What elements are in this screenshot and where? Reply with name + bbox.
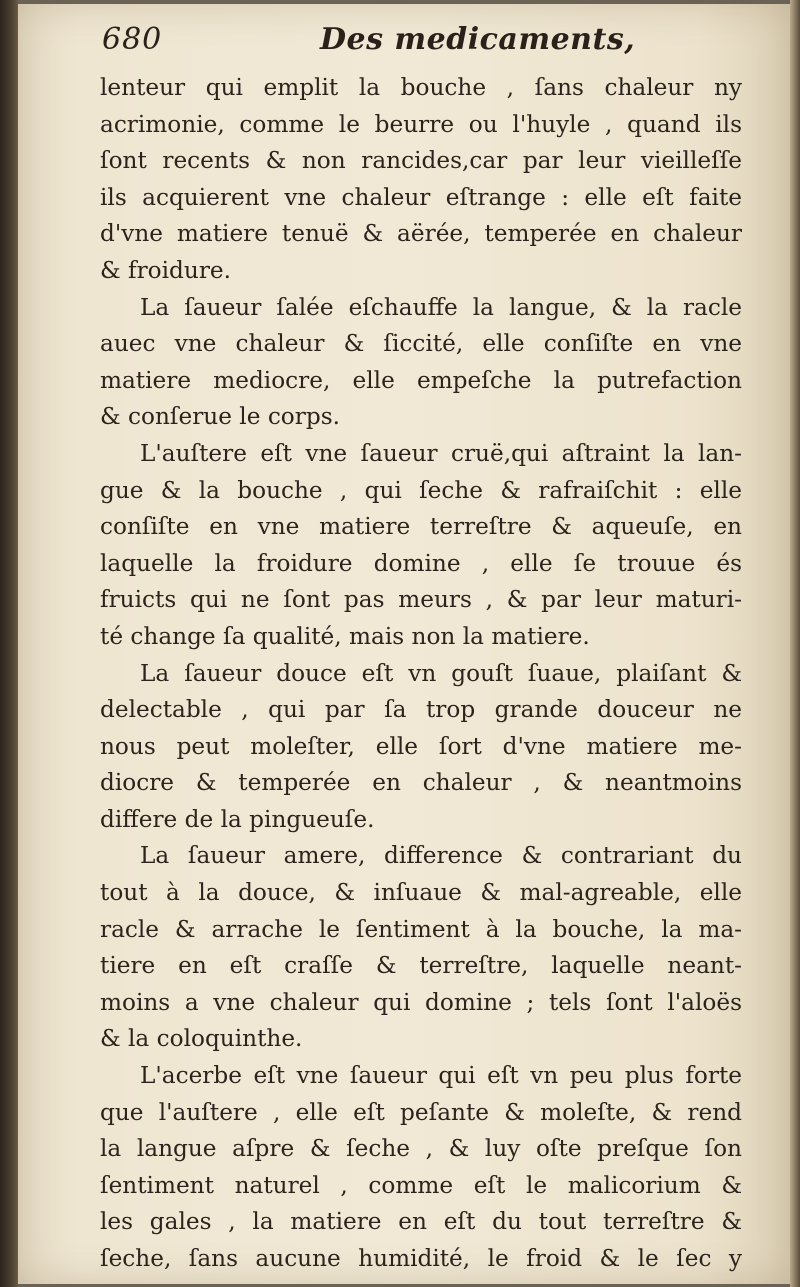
paragraph-start-line: La ſaueur amere, difference & contrariant du	[140, 842, 742, 870]
text-line: té change ſa qualité, mais non la matiere.	[100, 622, 590, 650]
text-line: & la coloquinthe.	[100, 1025, 303, 1053]
running-title: Des medicaments,	[320, 22, 636, 57]
text-line: matiere mediocre, elle empeſche la putrefaction	[100, 366, 742, 394]
page-number: 680	[102, 22, 163, 57]
text-line: differe de la pingueuſe.	[100, 805, 375, 833]
text-line: diocre & temperée en chaleur , & neantmoins	[100, 769, 742, 797]
text-line: & conſerue le corps.	[100, 403, 340, 431]
paragraph-start-line: L'acerbe eſt vne ſaueur qui eſt vn peu plus forte	[140, 1062, 742, 1090]
body-text	[100, 70, 742, 1278]
text-line: les gales , la matiere en eſt du tout terreſtre &	[100, 1208, 742, 1236]
text-line: ils acquierent vne chaleur eſtrange : elle eſt faite	[100, 183, 742, 211]
text-line: acrimonie, comme le beurre ou l'huyle , quand ils	[100, 110, 742, 138]
text-line: d'vne matiere tenuë & aërée, temperée en chaleur	[100, 220, 742, 248]
paragraph-start-line: L'auſtere eſt vne ſaueur cruë,qui aſtraint la lan-	[140, 439, 742, 467]
text-line: & froidure.	[100, 256, 232, 284]
text-line: que l'auſtere , elle eſt peſante & moleſte, & rend	[100, 1098, 742, 1126]
text-line: laquelle la froidure domine , elle ſe trouue és	[100, 549, 742, 577]
text-line: ſont recents & non rancides,car par leur vieilleſſe	[100, 147, 742, 175]
text-line: la langue aſpre & ſeche , & luy oſte preſque ſon	[100, 1135, 742, 1163]
text-line: fruicts qui ne ſont pas meurs , & par leur maturi-	[100, 586, 742, 614]
page-header	[102, 22, 742, 66]
text-line: ſeche, ſans aucune humidité, le froid & le ſec y	[100, 1245, 742, 1272]
text-line: tout à la douce, & inſuaue & mal-agreable, elle	[100, 879, 742, 907]
text-line: moins a vne chaleur qui domine ; tels ſont l'aloës	[100, 988, 742, 1016]
text-line: nous peut moleſter, elle ſort d'vne matiere me-	[100, 732, 742, 760]
text-line: ſentiment naturel , comme eſt le malicorium &	[100, 1171, 742, 1199]
paragraph-start-line: La ſaueur ſalée eſchauffe la langue, & la racle	[140, 293, 742, 321]
text-line: conſiſte en vne matiere terreſtre & aqueuſe, en	[100, 513, 742, 541]
text-line: gue & la bouche , qui ſeche & rafraiſchit : elle	[100, 476, 742, 504]
text-line: delectable , qui par ſa trop grande douceur ne	[100, 696, 742, 724]
text-line: tiere en eſt craſſe & terreſtre, laquelle neant-	[100, 952, 742, 980]
paragraph-start-line: La ſaueur douce eſt vn gouſt ſuaue, plaiſant &	[140, 659, 742, 687]
book-binding-shadow	[0, 0, 18, 1287]
text-line: auec vne chaleur & ſiccité, elle conſiſte en vne	[100, 330, 742, 358]
page-edge	[790, 0, 800, 1287]
text-line: racle & arrache le ſentiment à la bouche, la ma-	[100, 915, 742, 943]
text-line: lenteur qui emplit la bouche , ſans chaleur ny	[100, 74, 742, 101]
